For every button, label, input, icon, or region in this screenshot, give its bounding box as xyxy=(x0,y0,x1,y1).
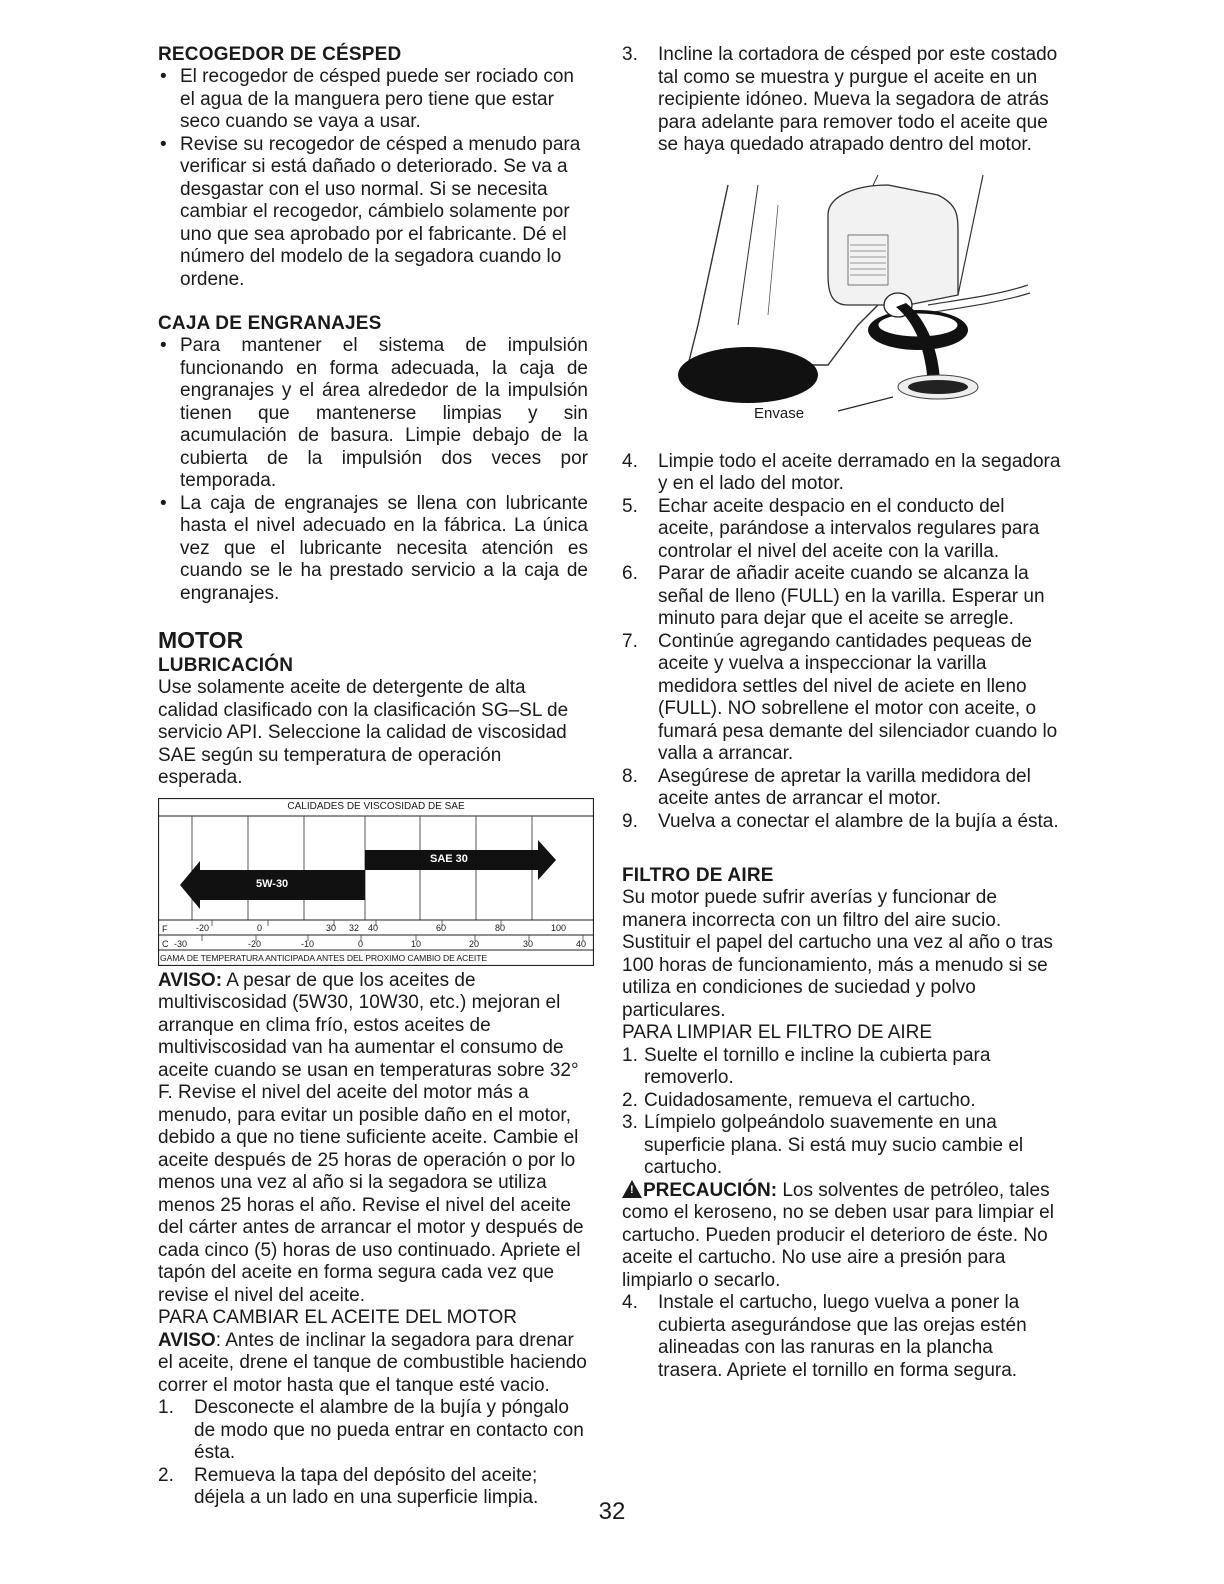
mower-tilted-icon xyxy=(658,175,1078,445)
aviso-drenar xyxy=(158,1330,588,1398)
c-tick: -10 xyxy=(301,938,315,949)
list-item: 3. Límpielo golpeándolo suavemente en una superficie plana. Si está muy sucio cambie el cartucho. xyxy=(622,1112,1024,1178)
list-item: 7. Continúe agregando cantidades pequeas de aceite y vuelva a inspeccionar la varilla medidora settles del nivel de aciete en lleno (FULL). NO sobrellene el motor con aceite, o fumará pesa demante del silenciador cuando lo valla a arrancar. xyxy=(622,630,1058,764)
f-tick: 30 xyxy=(326,922,337,933)
list-item: 5. Echar aceite despacio en el conducto del aceite, parándose a intervalos regulares para controlar el nivel del aceite con la varilla. xyxy=(622,495,1040,562)
f-tick: 100 xyxy=(551,922,567,933)
sae30-label: SAE 30 xyxy=(430,852,468,865)
c-tick: -20 xyxy=(248,938,262,949)
filtro-steps xyxy=(622,1045,1062,1180)
5w30-label: 5W-30 xyxy=(256,877,289,890)
precaucion-block xyxy=(622,1180,1062,1293)
aviso-multiviscosidad xyxy=(158,970,588,1308)
filtro-heading: FILTRO DE AIRE xyxy=(622,865,774,886)
list-item: • El recogedor de césped puede ser rociado con el agua de la manguera pero tiene que estar seco cuando se vaya a usar. xyxy=(158,66,588,134)
c-tick: 30 xyxy=(523,938,534,949)
page-number: 32 xyxy=(598,1498,626,1525)
f-tick: 32 xyxy=(349,922,360,933)
f-tick: 0 xyxy=(257,922,263,933)
f-axis-label: F xyxy=(162,923,168,934)
list-item: • Revise su recogedor de césped a menudo para verificar si está dañado o deteriorado. Se va a desgastar con el uso normal. Si se necesita cambiar el recogedor, cámbielo solamente por uno que sea aprobado por el fabricante. Dé el número del modelo de la segadora cuando lo ordene. xyxy=(158,134,588,292)
f-tick: 80 xyxy=(495,922,506,933)
precaucion-label: PRECAUCIÓN: xyxy=(643,1179,778,1201)
f-tick: -20 xyxy=(196,922,210,933)
recogedor-list xyxy=(158,66,588,291)
motor-heading: MOTOR xyxy=(158,627,244,653)
filtro-step4 xyxy=(622,1292,1062,1382)
list-item: 1. Suelte el tornillo e incline la cubierta para removerlo. xyxy=(622,1044,991,1088)
list-item: 8. Asegúrese de apretar la varilla medidora del aceite antes de arrancar el motor. xyxy=(622,765,1031,809)
caja-heading: CAJA DE ENGRANAJES xyxy=(158,313,382,334)
f-tick: 60 xyxy=(436,922,447,933)
warning-icon xyxy=(622,1180,642,1198)
c-tick: 20 xyxy=(469,938,480,949)
aviso-label: AVISO xyxy=(158,1329,216,1351)
limpiar-filtro-heading: PARA LIMPIAR EL FILTRO DE AIRE xyxy=(622,1022,933,1043)
f-tick: 40 xyxy=(368,922,379,933)
cambiar-aceite-steps xyxy=(158,1397,588,1510)
list-item: 1. Desconecte el alambre de la bujía y póngalo de modo que no pueda entrar en contacto con ésta. xyxy=(158,1397,584,1463)
envase-label: Envase xyxy=(754,404,805,422)
oil-drain-illustration xyxy=(658,175,1078,445)
list-item: • Para mantener el sistema de impulsión funcionando en forma adecuada, la caja de engranajes y el área alrededor de la impulsión tienen que mantenerse limpias y sin acumulación de basura. Limpie debajo de la cubierta de la impulsión dos veces por temporada. xyxy=(158,335,588,493)
list-item: 6. Parar de añadir aceite cuando se alcanza la señal de lleno (FULL) en la varilla. Esperar un minuto para dejar que el aceite se arregle. xyxy=(622,563,1045,629)
caja-list xyxy=(158,335,588,605)
viscosity-chart xyxy=(158,798,594,966)
cambiar-aceite-heading: PARA CAMBIAR EL ACEITE DEL MOTOR xyxy=(158,1307,517,1328)
oil-steps xyxy=(622,451,1062,834)
drain-steps xyxy=(622,44,1062,157)
lubricacion-heading: LUBRICACIÓN xyxy=(158,655,294,676)
list-item: • La caja de engranajes se llena con lubricante hasta el nivel adecuado en la fábrica. La única vez que el lubricante necesita atención es cuando se le ha prestado servicio a la caja de engranajes. xyxy=(158,493,588,606)
recogedor-heading: RECOGEDOR DE CÉSPED xyxy=(158,44,402,65)
list-item: 4. Limpie todo el aceite derramado en la segadora y en el lado del motor. xyxy=(622,450,1061,494)
left-column xyxy=(158,44,588,1510)
aviso-text: : Antes de inclinar la segadora para drenar el aceite, drene el tanque de combustible haciendo correr el motor hasta que el tanque esté vacio. xyxy=(158,1329,587,1396)
c-tick: 10 xyxy=(411,938,422,949)
chart-footer: GAMA DE TEMPERATURA ANTICIPADA ANTES DEL PROXIMO CAMBIO DE ACEITE xyxy=(160,952,487,963)
list-item: 3. Incline la cortadora de césped por este costado tal como se muestra y purgue el aceite en un recipiente idóneo. Mueva la segadora de atrás para adelante para remover todo el aceite que se haya quedado atrapado dentro del motor. xyxy=(622,44,1058,155)
aviso-text: A pesar de que los aceites de multiviscosidad (5W30, 10W30, etc.) mejoran el arranque en clima frío, estos aceites de multiviscosidad van ha aumentar el consumo de aceite cuando se usan en temperaturas sobre 32° F. Revise el nivel del aceite del motor más a menudo, para evitar un posible daño en el motor, debido a que no tiene suficiente aceite. Cambie el aceite después de 25 horas de operación o por lo menos una vez al año si la segadora se utiliza menos 25 horas el año. Revise el nivel del aceite del cárter antes de arrancar el motor y después de cada cinco (5) horas de uso continuado. Apriete el tapón del aceite en forma segura cada vez que revise el nivel del aceite. xyxy=(158,969,584,1306)
list-item: 4. Instale el cartucho, luego vuelva a poner la cubierta asegurándose que las orejas estén alineadas con las ranuras en la plancha trasera. Apriete el tornillo en forma segura. xyxy=(622,1292,1027,1381)
c-tick: 40 xyxy=(576,938,587,949)
aviso-label: AVISO: xyxy=(158,969,223,991)
c-tick: -30 xyxy=(174,938,188,949)
c-axis-label: C xyxy=(162,938,169,949)
right-column xyxy=(622,44,1062,1382)
precaucion-text: Los solventes de petróleo, tales como el keroseno, no se deben usar para limpiar el cartucho. Pueden producir el deterioro de éste. No aceite el cartucho. No use aire a presión para limpiarlo o secarlo. xyxy=(622,1179,1054,1291)
lubricacion-text: Use solamente aceite de detergente de alta calidad clasificado con la clasificación SG–SL de servicio API. Seleccione la calidad de viscosidad SAE según su temperatura de operación esperada. xyxy=(158,677,569,788)
list-item: 2. Remueva la tapa del depósito del aceite; déjela a un lado en una superficie limpia. xyxy=(158,1464,539,1508)
filtro-text: Su motor puede sufrir averías y funcionar de manera incorrecta con un filtro del aire sucio. Sustituir el papel del cartucho una vez al año o tras 100 horas de funcionamiento, más a menudo si se utiliza en condiciones de suciedad y polvo particulares. xyxy=(622,887,1053,1021)
list-item: 9. Vuelva a conectar el alambre de la bujía a ésta. xyxy=(622,810,1059,832)
c-tick: 0 xyxy=(358,938,364,949)
chart-title: CALIDADES DE VISCOSIDAD DE SAE xyxy=(287,800,465,812)
list-item: 2. Cuidadosamente, remueva el cartucho. xyxy=(622,1089,976,1111)
